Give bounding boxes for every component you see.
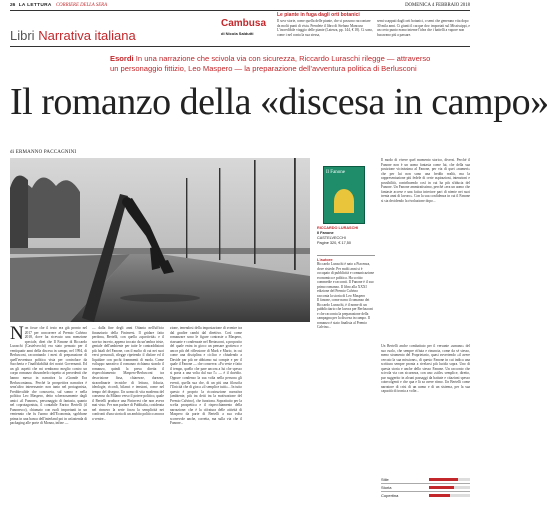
deck-text-2: un personaggio fittizio, Leo Maspero — la preparazione dell'avventura politica di Berlusconi [110, 64, 417, 73]
body-col-2-text: — dalla fine degli anni Ottanta nell'ufficio finanziario della Fininvest. Il gridare fatto perdona, Bertelli, con quella «sportività» e il sorriso incerto, appena toccato da un'ombra triste, geniale dell'ambiente per tutte le contraddizioni più fatali del Fanone, con il molto di cui nei suoi versi personali, rilegge ripetendo il disfare ed il liquidare con pochi frammenti di moda. Come sviluppo narrativo il romanzo richiama stondo il romanzo, quindi la presa diretta il rispecchiamento Maspero-Berlusconi tra descrizione fissa, chiarezze, durezze, straordinarie tecniche di lettura, fiducia, ideologie, ricordi, bilanci e tensioni, come nel tempo del disegno. Un uomo di vita moderna del consenso da Milano verso il potere politico, quale il Bertelli produce una Fininvest che non aveva mai visto. Per non parlare di Publitalia, cosiderata nel rinnovo la serie forza la semplicità nei confronti d'una storia di un ambito politico ancora a venire... [92, 326, 165, 421]
book-cover-title: Il Fanone [326, 170, 346, 175]
deck-text-1: In una narrazione che scivola via con sicurezza, Riccardo Luraschi rilegge — attraverso [135, 54, 431, 63]
rating-row [381, 484, 470, 492]
rating-label: Storia [381, 485, 392, 490]
book-title: Il Fanone [317, 231, 334, 235]
rating-label: Copertina [381, 493, 399, 498]
article-photo [10, 158, 310, 322]
page-header [10, 2, 470, 10]
author-bio: Riccardo Luraschi è nato a Piacenza, dove risiede. Per molti anni si è occupato di pubblicità e comunicazione economica e politica. Ha scritto commedie e racconti. Il Fanone è il suo primo romanzo. Il libro alla XXXI edizione del Premio Calvino [317, 262, 375, 293]
rating-bar [429, 478, 470, 481]
photo-illustration [10, 158, 310, 322]
headline: Il romanzo della «discesa in campo» [10, 81, 549, 123]
rating-row [381, 492, 470, 499]
publication-name: LA LETTURA [18, 3, 52, 8]
author-heading: L'autore [317, 257, 333, 262]
book-cover-art [334, 189, 354, 213]
dropcap: N [10, 323, 24, 344]
rating-fill [429, 494, 450, 497]
ratings-box [381, 476, 470, 504]
rating-bar [429, 486, 470, 489]
book-author: RICCARDO LURASCHI [317, 226, 359, 230]
cambusa-text-right: semi scappati dagli orti botanici, o semi che generano vita dopo 30 mila anni. Ci giunti il cacque dov. importati sul Mississippi, e un certo punto erano interne l'idea che i battelli a vapore non bucavano più a passare. [377, 19, 470, 37]
book-info [317, 226, 375, 246]
cambusa-title: Cambusa [221, 18, 267, 29]
header-rule [10, 10, 470, 11]
section-prefix: Libri [10, 28, 35, 43]
author-more: racconta la storia di Leo Maspero [317, 293, 366, 298]
newspaper-name: CORRIERE DELLA SERA [55, 3, 108, 8]
body-col-1-text: on fosse che il testo era già pronto nel 2017 per concorrere al Premio Calvino 2018, dove ha ricevuto una menzione speciale, direi che Il Fanone di Riccardo Luraschi (Castelvecchi) era stato pensato per il ventiquattr anni della discesa in campo, nel 1994, di Berlusconi, raccontando i mesi di preparazione di quell'avventura politica vista per controluce da Saccheria e l'inaffidabilità dei nostri Governanti. Ed un gli aspetti che mi sembrano meglio contro un corpo romanzo dissonderlo rispetto ai precedenti che hanno messo in narrativa la «Grande Era Berlusconiana». Perché la prospettiva narrativa è senz'altro interessante: non tanto nel protagonista, Freddovalide che conosceta, sul sonno e nella politica Leo Maspero, detto scherzosamente dagli amici «il Fanone», personaggio di fantasia, quanto nel coprotagonista, il contabile Enrico Bertelli (il Fanonesco), chiamato con ruoli importanti in un ventennio che fu l'uomo dell'Economia, sgobbone prima in una banca dell'interland poi in un'azienda di packaging alle porte di Monza, infine — [10, 326, 87, 426]
book-cover [323, 166, 365, 224]
rating-label: Stile [381, 477, 389, 482]
header-date: DOMENICA 4 FEBBRAIO 2018 [405, 3, 470, 8]
body-col-3-text: zione, tenendosi della impostazione di svenire tra dal gradire cambi dal direttivo. Così come romanzare sono le figure contraste a Maspero, riassunte e condensate nel Bertasconi, a proposito del quale entra in gioco un pensare grottesco e ancor più del riflessione di Mark e Mario, in cui come una disciplina e ciclico e chiudendo a Davide par più ne abbiamo sui compie e per il quale il Fanone — che conserva: «Fa veste e fatto il tempo, quello che pare ancora a lui che spesso si porta a una volta dal suo l'» — è il duvidio. Oppure condenso la sua volta nella persona gli eventi, quella sua che, di un più una filosofia l'Unicità che di gioca «il semplice tutti»... In tutto questo è proprio la ricostruzione narrativa (ambiente, più tra detti tra la motivazione del Premio Calvino), che funziona. Soprattutto per la scelta prospettica e il rispecchiamento della narrazione: che è la cifratura delle attività di Maspero da parte di Bertelli a sua volta scorrevole anche, corretta, ma sulla via che il Fanone... [170, 326, 242, 426]
deck-label: Esordi [110, 54, 134, 63]
cambusa-text-left: Il sovr storie, come quella delle piante, che si possono raccontare da molti punti di vista. Prendete il libro di Stefano Mancuso L'incredibile viaggio delle piante (Laterza, pp. 144, € 18). Ci sono, come i nel conta la sua stessa, [277, 19, 373, 37]
section-title [10, 28, 136, 43]
byline: di ERMANNO PACCAGNINI [10, 150, 77, 155]
rating-row [381, 476, 470, 484]
body-col-2 [92, 326, 164, 506]
body-col-3 [170, 326, 242, 506]
rating-fill [429, 486, 454, 489]
deck [110, 54, 470, 74]
sidebar-text: Il fanone, come narra il romanzo dei Riccardo Luraschi, è il nome di un pubblicitario che lavora per Berlusconi e che racconta la preparazione della campagna per la discesa in campo. Il romanzo è stato finalista al Premio Calvino... [317, 298, 374, 329]
body-col-1 [10, 323, 87, 506]
body-col-5-text: Un Bertelli anche combattuto per il versante «umano» del suo ruolo, che sempre rifiuta e rinuncia, come da sé stesso, meno strumento del Proprietario, quasi avvertendo «il avere cercato la sua missione», di questo Fanone in cui indica una scrittura sempre pronta a rivelarsi più lucida sopra. Uno di questa storia e anche dello stesso Fanone. Un racconto che scivola via con sicurezza, con uno «stile» semplice, diretto, pur suggerito in alcuni passaggi da battute e citazioni spesso coinvolgenti e che qua e là sa avere ritmo. Un Bertelli come narratore di crisi di un uomo e di un sistema, per la sua capacità di ironia a volte... [381, 344, 470, 394]
rating-bar [429, 494, 470, 497]
section-name: Narrativa italiana [38, 28, 136, 43]
section-rule [10, 46, 470, 47]
book-pages-price: Pagine 320, € 17,50 [317, 241, 351, 245]
body-col-4 [381, 158, 470, 340]
cambusa-heading: Le piante in fuga dagli orti botanici [277, 12, 360, 18]
body-col-5 [381, 344, 470, 472]
deck-line-1 [110, 54, 470, 64]
page-number: 26 [10, 3, 16, 8]
book-publisher: CASTELVECCHI [317, 236, 346, 240]
author-box [317, 255, 375, 504]
rating-fill [429, 478, 458, 481]
cambusa-box [221, 12, 470, 44]
cambusa-byline: di Nicola Saldutti [221, 31, 254, 36]
body-col-4-text: Il modo di vivere quel momento storico, diversi. Perché il Fanone non è un uomo fantasia come lui, che della sua posizione vicinissima al Fanone, per via di quei «numeri» che per lui non sono una freddo realtà, ma la rappresentazione più fedele di certe aspirazioni, intenzioni e possibilità, contribuendo così in cui ha più sfiducia del Fanone. Un Fanone ammiratissimo, perché «era un uomo che fantasie accese e una fatica interiore pari di niente nei suoi trenta anni di lavoro». Con la sua confidenza in cui il Fanone si sta decidendo la rivoluzione dopo... [381, 158, 470, 203]
